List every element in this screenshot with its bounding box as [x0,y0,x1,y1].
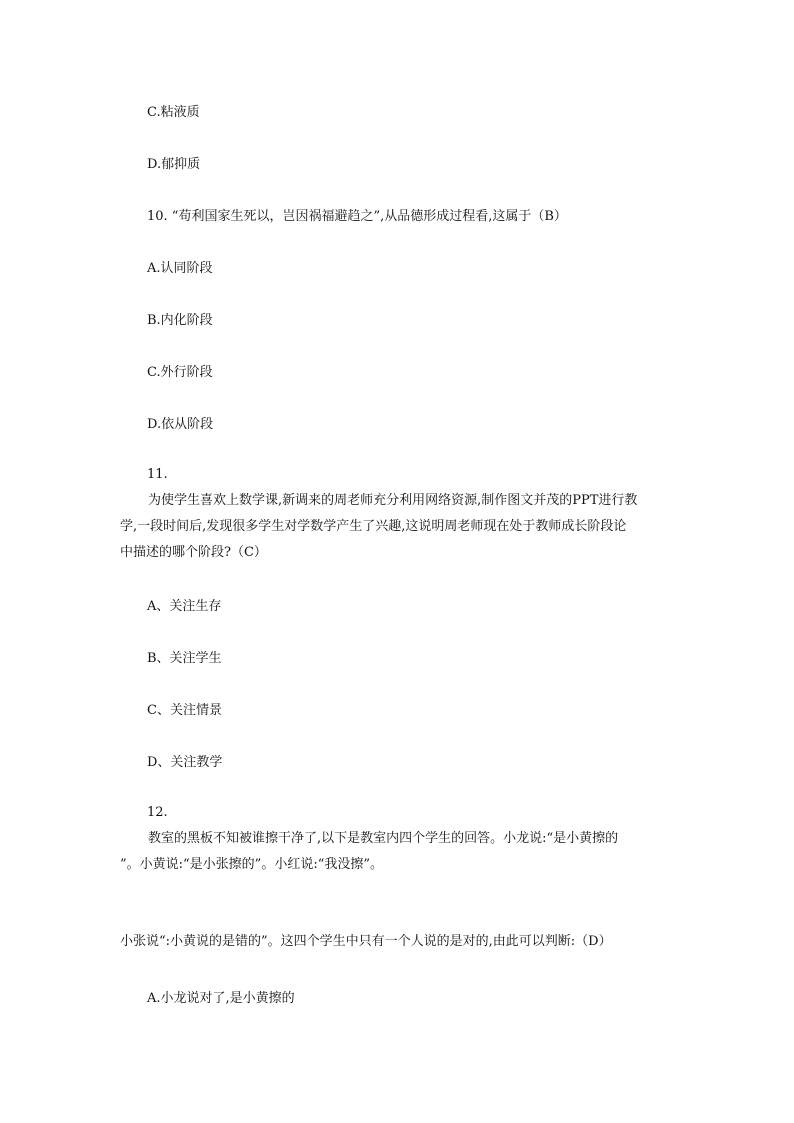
question-paragraph [120,826,680,878]
question-paragraph [120,929,680,955]
option-text: D.依从阶段 [147,417,214,432]
paragraph-line: 教室的黑板不知被谁擦干净了,以下是教室内四个学生的回答。小龙说:“是小黄擦的 [148,831,619,846]
paragraph-line: 为使学生喜欢上数学课,新调来的周老师充分利用网络资源,制作图文并茂的PPT进行教 [148,493,638,508]
option-text: B、关注学生 [147,651,222,666]
question-number: 11. [147,467,168,482]
option-text: C.外行阶段 [147,365,213,380]
paragraph-line: 学,一段时间后,发现很多学生对学数学产生了兴趣,这说明周老师现在处于教师成长阶段论 [120,519,627,534]
option-text: A、关注生存 [147,599,222,614]
option-text: A.小龙说对了,是小黄擦的 [147,991,295,1006]
option-text: B.内化阶段 [147,313,213,328]
paragraph-line: ”。小黄说:“是小张擦的”。小红说:“我没擦”。 [120,857,383,872]
option-text: C、关注情景 [147,703,222,718]
option-text: A.认同阶段 [147,261,213,276]
question-number: 12. [147,805,168,820]
question-text: 10. “苟利国家生死以，岂因祸福避趋之”,从品德形成过程看,这属于（B） [147,209,567,224]
paragraph-line: 小张说“:小黄说的是错的”。这四个学生中只有一个人说的是对的,由此可以判断:（D） [120,934,612,949]
option-text: D.郁抑质 [147,157,201,172]
paragraph-line: 中描述的哪个阶段?（C） [120,545,267,560]
option-text: D、关注教学 [147,755,223,770]
option-text: C.粘液质 [147,105,200,120]
question-paragraph [120,488,680,566]
